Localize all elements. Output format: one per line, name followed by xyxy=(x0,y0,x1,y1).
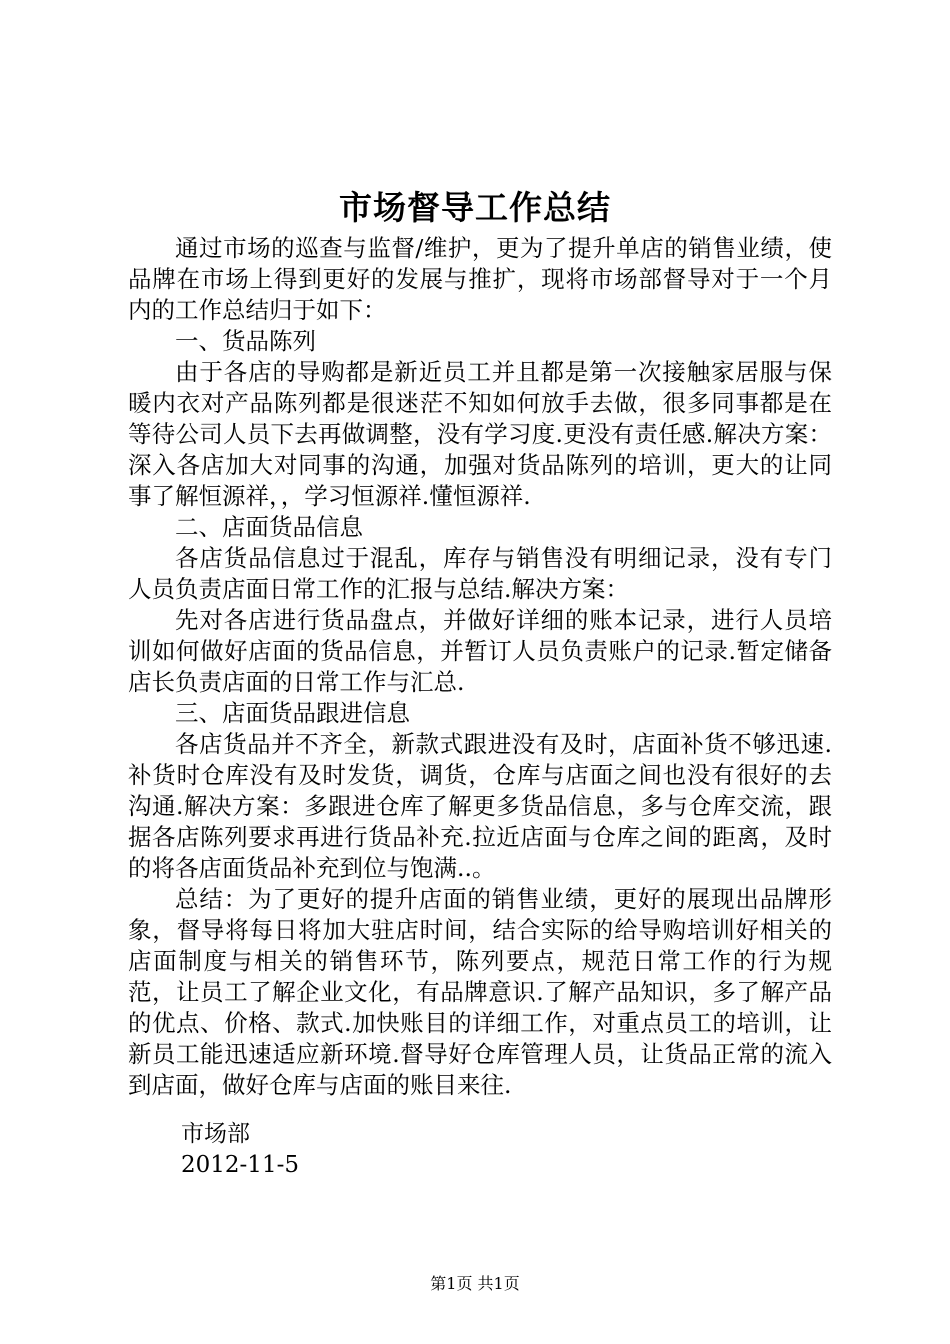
signature-department: 市场部 xyxy=(181,1121,250,1147)
document-title: 市场督导工作总结 xyxy=(339,188,611,227)
section-paragraph-store-info: 各店货品信息过于混乱，库存与销售没有明细记录，没有专门人员负责店面日常工作的汇报与总结.解决方案： xyxy=(128,544,832,603)
document-body xyxy=(128,233,832,1101)
section-paragraph-store-info-solution: 先对各店进行货品盘点，并做好详细的账本记录，进行人员培训如何做好店面的货品信息，并暂订人员负责账户的记录.暂定储备店长负责店面的日常工作与汇总. xyxy=(128,606,832,696)
section-paragraph-follow-up: 各店货品并不齐全，新款式跟进没有及时，店面补货不够迅速.补货时仓库没有及时发货，调货，仓库与店面之间也没有很好的去沟通.解决方案：多跟进仓库了解更多货品信息，多与仓库交流，跟据各店陈列要求再进行货品补充.拉近店面与仓库之间的距离，及时的将各店面货品补充到位与饱满..。 xyxy=(128,730,832,882)
page-footer: 第1页 共1页 xyxy=(430,1274,520,1293)
signature-date: 2012-11-5 xyxy=(181,1152,299,1178)
section-heading-display: 一、货品陈列 xyxy=(175,327,316,355)
section-heading-follow-up: 三、店面货品跟进信息 xyxy=(175,699,410,727)
signature-block xyxy=(181,1119,299,1181)
section-heading-store-info: 二、店面货品信息 xyxy=(175,513,363,541)
section-paragraph-display: 由于各店的导购都是新近员工并且都是第一次接触家居服与保暖内衣对产品陈列都是很迷茫不知如何放手去做，很多同事都是在等待公司人员下去再做调整，没有学习度.更没有责任感.解决方案：深入各店加大对同事的沟通，加强对货品陈列的培训，更大的让同事了解恒源祥，，学习恒源祥.懂恒源祥. xyxy=(128,358,832,510)
intro-paragraph: 通过市场的巡查与监督/维护，更为了提升单店的销售业绩，使品牌在市场上得到更好的发展与推扩，现将市场部督导对于一个月内的工作总结归于如下： xyxy=(128,234,832,324)
summary-paragraph: 总结：为了更好的提升店面的销售业绩，更好的展现出品牌形象，督导将每日将加大驻店时间，结合实际的给导购培训好相关的店面制度与相关的销售环节，陈列要点，规范日常工作的行为规范，让员工了解企业文化，有品牌意识.了解产品知识，多了解产品的优点、价格、款式.加快账目的详细工作，对重点员工的培训，让新员工能迅速适应新环境.督导好仓库管理人员，让货品正常的流入到店面，做好仓库与店面的账目来往. xyxy=(128,885,832,1099)
